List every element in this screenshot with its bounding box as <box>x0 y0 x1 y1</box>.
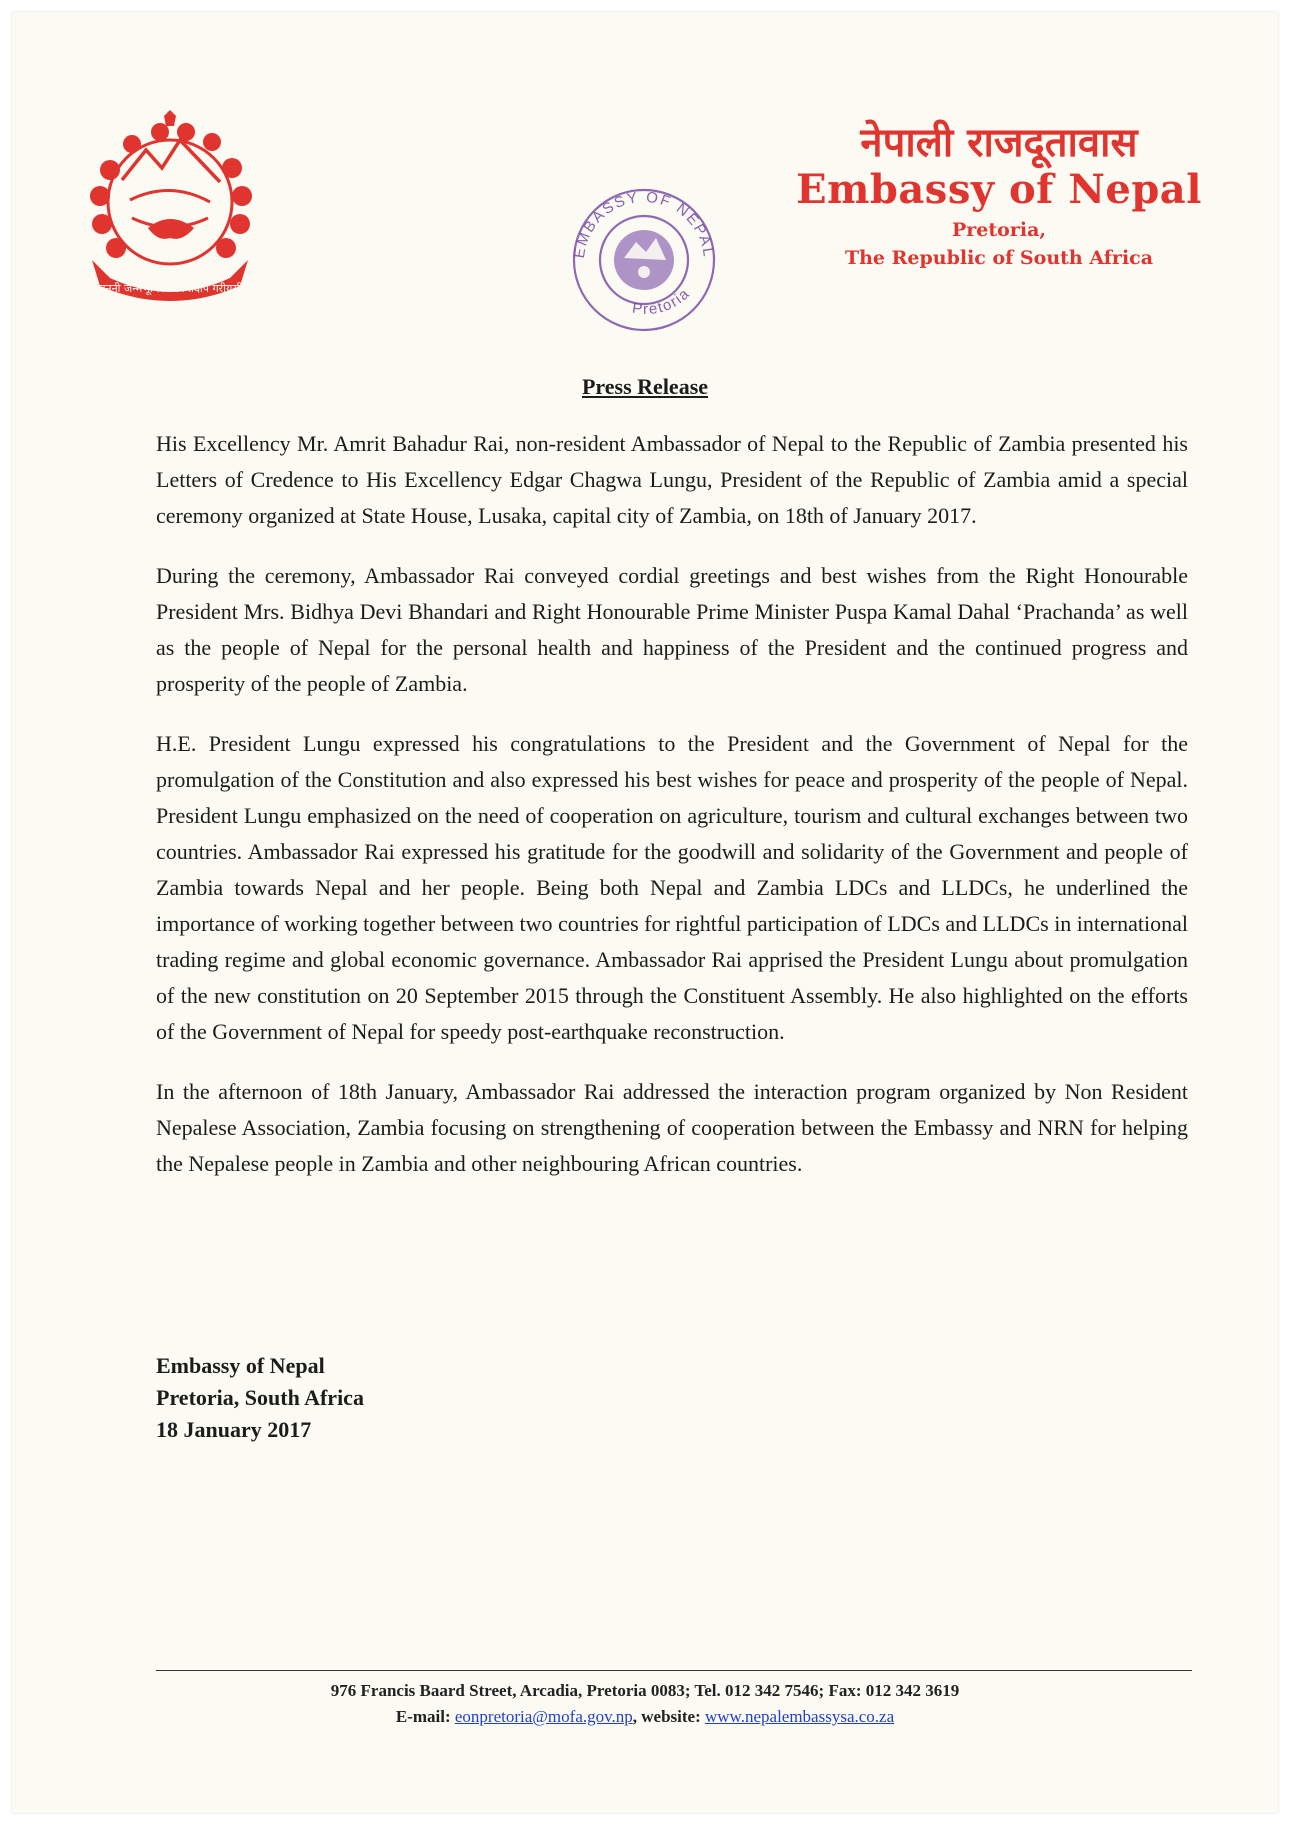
stamp-top-text: EMBASSY OF NEPAL <box>570 188 718 260</box>
letterhead-title: Embassy of Nepal <box>796 166 1202 213</box>
svg-text:Pretoria <box>631 285 693 318</box>
signature-organization: Embassy of Nepal <box>156 1353 325 1378</box>
footer-address: 976 Francis Baard Street, Arcadia, Pretoria 0083; Tel. 012 342 7546; Fax: 012 342 3619 <box>330 1681 960 1700</box>
footer-divider <box>156 1670 1192 1671</box>
email-label: E-mail: <box>395 1707 455 1726</box>
website-link[interactable]: www.nepalembassysa.co.za <box>705 1707 895 1726</box>
emblem-motto: जननी जन्मभूमिश्च स्वर्गादपि गरीयसी <box>97 282 243 295</box>
stamp-bottom-text: Pretoria <box>631 284 694 319</box>
email-link[interactable]: eonpretoria@mofa.gov.np <box>454 1707 633 1726</box>
footer-contact <box>12 1704 1278 1730</box>
letterhead-country: The Republic of South Africa <box>844 247 1154 269</box>
signature-block <box>156 1350 364 1446</box>
paragraph: His Excellency Mr. Amrit Bahadur Rai, non-resident Ambassador of Nepal to the Republic of Zambia presented his Letters of Credence to His Excellency Edgar Chagwa Lungu, President of the Republic of Zambia amid a special ceremony organized at State House, Lusaka, capital city of Zambia, on 18th of January 2017. <box>156 431 1188 528</box>
letterhead-city: Pretoria, <box>952 219 1046 241</box>
letter-page <box>12 12 1278 1813</box>
signature-date: 18 January 2017 <box>156 1417 312 1442</box>
paragraph: In the afternoon of 18th January, Ambassador Rai addressed the interaction program organized by Non Resident Nepalese Association, Zambia focusing on strengthening of cooperation between the Embassy and NRN for helping the Nepalese people in Zambia and other neighbouring African countries. <box>156 1079 1188 1176</box>
signature-location: Pretoria, South Africa <box>156 1385 364 1410</box>
footer <box>12 1678 1278 1730</box>
press-release-body <box>156 426 1188 1206</box>
nepal-emblem-icon <box>70 110 270 310</box>
embassy-stamp-icon <box>558 180 730 336</box>
letterhead <box>764 120 1234 272</box>
paragraph: During the ceremony, Ambassador Rai conveyed cordial greetings and best wishes from the Right Honourable President Mrs. Bidhya Devi Bhandari and Right Honourable Prime Minister Puspa Kamal Dahal ‘Prachanda’ as well as the people of Nepal for the personal health and happiness of the President and the continued progress and prosperity of the people of Zambia. <box>156 563 1188 696</box>
letterhead-devanagari: नेपाली राजदूतावास <box>860 119 1138 166</box>
paragraph: H.E. President Lungu expressed his congratulations to the President and the Government of Nepal for the promulgation of the Constitution and also expressed his best wishes for peace and prosperity of the people of Nepal. President Lungu emphasized on the need of cooperation on agriculture, tourism and cultural exchanges between two countries. Ambassador Rai expressed his gratitude for the goodwill and solidarity of the Government and people of Zambia towards Nepal and her people. Being both Nepal and Zambia LDCs and LLDCs, he underlined the importance of working together between two countries for rightful participation of LDCs and LLDCs in international trading regime and global economic governance. Ambassador Rai apprised the President Lungu about promulgation of the new constitution on 20 September 2015 through the Constituent Assembly. He also highlighted on the efforts of the Government of Nepal for speedy post-earthquake reconstruction. <box>156 731 1188 1044</box>
press-release-heading: Press Release <box>581 374 709 399</box>
website-label: , website: <box>632 1707 705 1726</box>
